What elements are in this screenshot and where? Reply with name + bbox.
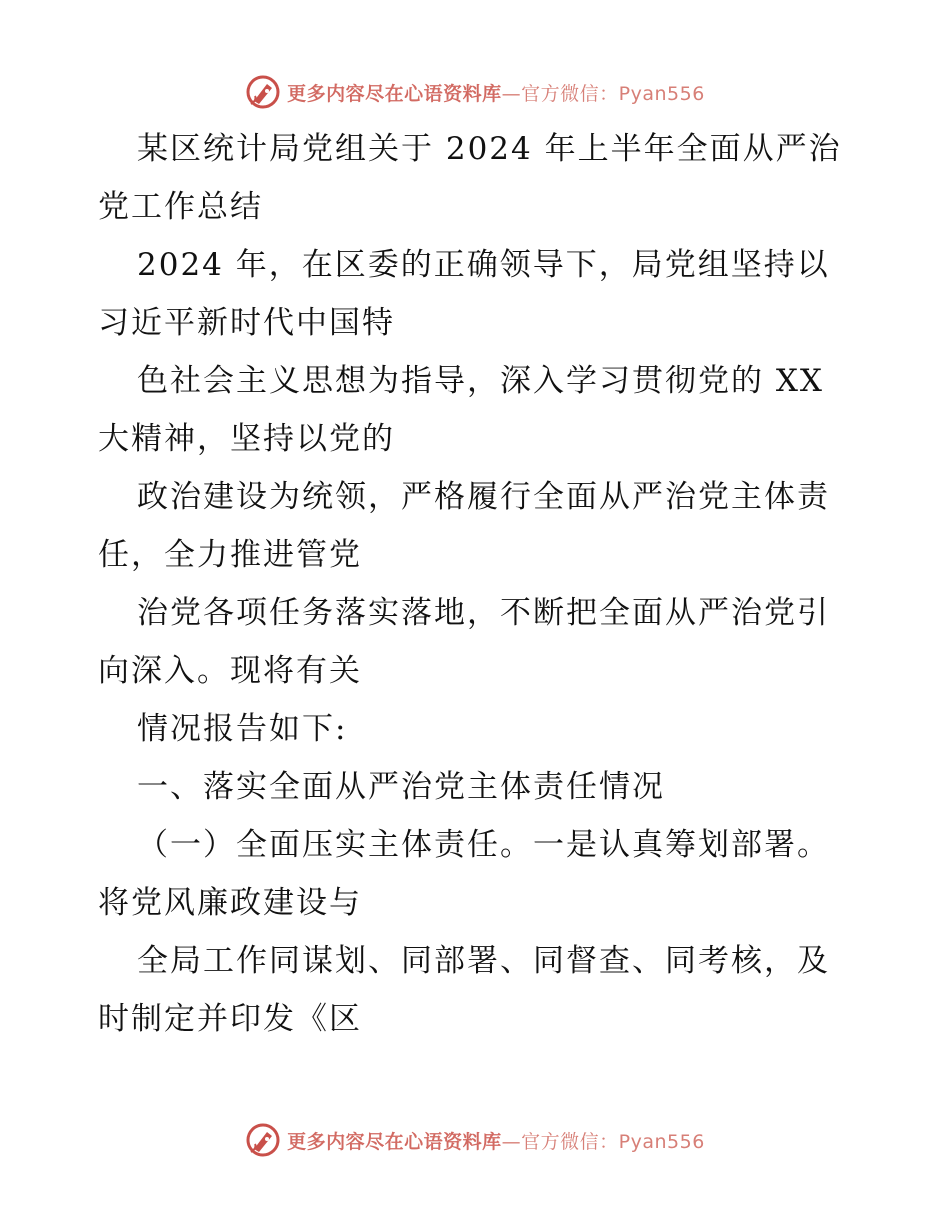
watermark-suffix: —官方微信：Pyan556 (501, 82, 705, 105)
watermark-brand: 更多内容尽在心语资料库 (287, 1130, 502, 1153)
watermark-brand: 更多内容尽在心语资料库 (287, 82, 502, 105)
paragraph: 政治建设为统领，严格履行全面从严治党主体责任，全力推进管党 (98, 479, 830, 573)
paragraph: （一）全面压实主体责任。一是认真筹划部署。将党风廉政建设与 (98, 827, 830, 921)
paragraph: 全局工作同谋划、同部署、同督查、同考核，及时制定并印发《区 (98, 943, 830, 1037)
paragraph: 治党各项任务落实落地，不断把全面从严治党引向深入。现将有关 (98, 595, 830, 689)
pen-nib-circle-icon (245, 74, 281, 110)
watermark-text (287, 1127, 705, 1154)
document-title: 某区统计局党组关于 2024 年上半年全面从严治党工作总结 (98, 131, 842, 225)
section-heading: 一、落实全面从严治党主体责任情况 (137, 769, 665, 805)
paragraph: 情况报告如下: (137, 711, 348, 747)
watermark-suffix: —官方微信：Pyan556 (501, 1130, 705, 1153)
paragraph: 色社会主义思想为指导，深入学习贯彻党的 XX 大精神，坚持以党的 (98, 363, 824, 457)
header-watermark (0, 72, 950, 112)
watermark-text (287, 79, 705, 106)
document-body (98, 120, 858, 1048)
pen-nib-circle-icon (245, 1122, 281, 1158)
footer-watermark (0, 1120, 950, 1160)
paragraph: 2024 年，在区委的正确领导下，局党组坚持以习近平新时代中国特 (98, 247, 830, 341)
